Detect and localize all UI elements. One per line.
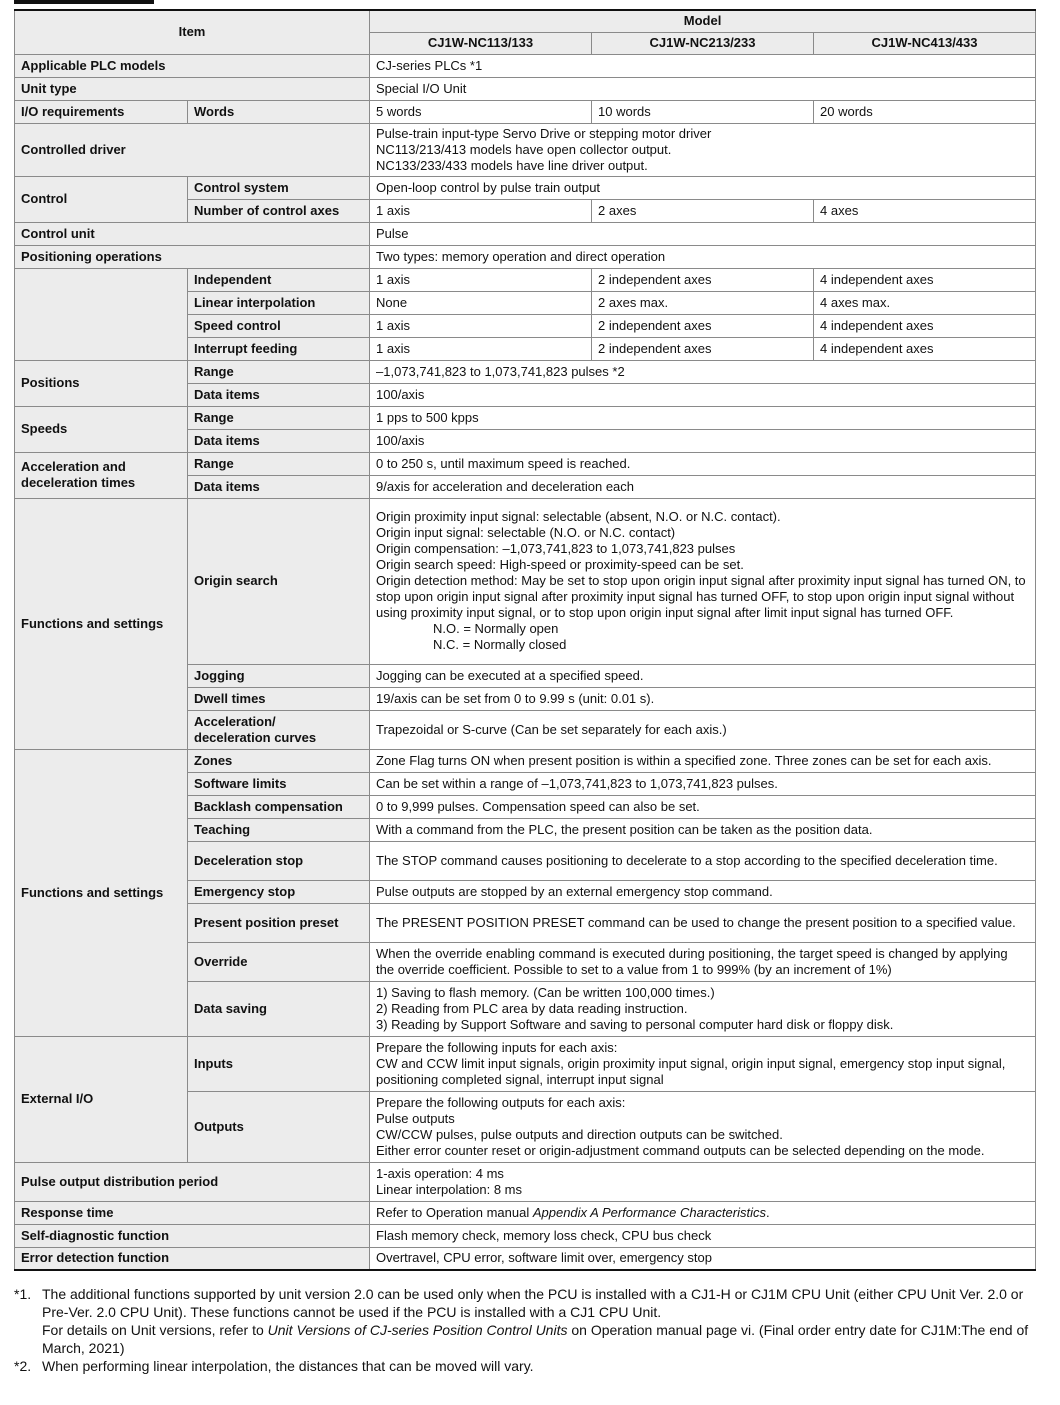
table-row: [15, 176, 1036, 199]
row-value: [370, 498, 1036, 664]
row-sublabel: Origin search: [188, 498, 370, 664]
footnote-mark: *1.: [14, 1286, 32, 1302]
row-value: 4 axes: [814, 199, 1036, 222]
text-line: Origin detection method: May be set to stop upon origin input signal after proximity input signal has turned ON, to stop upon origin input signal after proximity input signal has turned OFF, to stop upon origin input signal without using proximity input signal, or to stop upon origin input signal after limit input signal has turned OFF.: [376, 573, 1026, 620]
row-value: Trapezoidal or S-curve (Can be set separately for each axis.): [370, 710, 1036, 749]
row-sublabel: Outputs: [188, 1091, 370, 1162]
row-label: Pulse output distribution period: [15, 1162, 370, 1201]
row-sublabel: Words: [188, 100, 370, 123]
table-row: [15, 268, 1036, 291]
table-row: [15, 1201, 1036, 1224]
row-value: 0 to 9,999 pulses. Compensation speed can also be set.: [370, 795, 1036, 818]
table-row: [15, 222, 1036, 245]
row-sublabel: Linear interpolation: [188, 291, 370, 314]
row-value: 2 independent axes: [592, 314, 814, 337]
text-line: 1) Saving to flash memory. (Can be written 100,000 times.): [376, 984, 715, 1000]
row-value: 2 axes max.: [592, 291, 814, 314]
row-sublabel: Teaching: [188, 818, 370, 841]
row-label: Positioning operations: [15, 245, 370, 268]
row-value: [370, 1091, 1036, 1162]
row-label: Acceleration and deceleration times: [15, 452, 188, 498]
row-value: Pulse outputs are stopped by an external emergency stop command.: [370, 880, 1036, 903]
row-label: Error detection function: [15, 1247, 370, 1270]
row-value: Zone Flag turns ON when present position is within a specified zone. Three zones can be set for each axis.: [370, 749, 1036, 772]
text-line: Prepare the following outputs for each axis:: [376, 1094, 626, 1110]
row-sublabel: Data saving: [188, 981, 370, 1036]
row-value: 100/axis: [370, 429, 1036, 452]
table-row: [15, 406, 1036, 429]
row-sublabel: Data items: [188, 383, 370, 406]
text-line: Either error counter reset or origin-adjustment command outputs can be selected depending on the mode.: [376, 1142, 985, 1158]
footnote-detail-prefix: For details on Unit versions, refer to: [42, 1322, 268, 1338]
table-row: [15, 123, 1036, 176]
row-value: 10 words: [592, 100, 814, 123]
row-label: Speeds: [15, 406, 188, 452]
row-value: [370, 123, 1036, 176]
row-value: 19/axis can be set from 0 to 9.99 s (unit: 0.01 s).: [370, 687, 1036, 710]
row-value: 1 axis: [370, 314, 592, 337]
text-line: NC133/233/433 models have line driver output.: [376, 157, 648, 173]
row-sublabel: Jogging: [188, 664, 370, 687]
row-label: Control: [15, 176, 188, 222]
row-sublabel: Override: [188, 942, 370, 981]
row-value: Special I/O Unit: [370, 77, 1036, 100]
row-value: 2 independent axes: [592, 268, 814, 291]
table-row: [15, 1247, 1036, 1270]
row-label: Functions and settings: [15, 749, 188, 1036]
row-value: 1 axis: [370, 199, 592, 222]
row-value: [370, 1036, 1036, 1091]
row-value: 9/axis for acceleration and deceleration each: [370, 475, 1036, 498]
row-value: 1 axis: [370, 268, 592, 291]
row-sublabel: Zones: [188, 749, 370, 772]
footnote-mark: *2.: [14, 1358, 32, 1374]
table-row: [15, 1036, 1036, 1091]
row-value: 100/axis: [370, 383, 1036, 406]
row-sublabel: [188, 710, 370, 749]
heading-rule: [14, 0, 154, 4]
row-value: CJ-series PLCs *1: [370, 54, 1036, 77]
table-row: [15, 245, 1036, 268]
table-row: [15, 749, 1036, 772]
row-sublabel: Software limits: [188, 772, 370, 795]
row-value: 0 to 250 s, until maximum speed is reached.: [370, 452, 1036, 475]
row-value: Flash memory check, memory loss check, CPU bus check: [370, 1224, 1036, 1247]
table-row: [15, 1162, 1036, 1201]
row-value: [370, 981, 1036, 1036]
text-line: 1-axis operation: 4 ms: [376, 1165, 504, 1181]
row-value: The STOP command causes positioning to decelerate to a stop according to the specified deceleration time.: [370, 841, 1036, 880]
row-value: The PRESENT POSITION PRESET command can be used to change the present position to a specified value.: [370, 903, 1036, 942]
text-line: N.O. = Normally open: [433, 621, 559, 636]
table-row: [15, 77, 1036, 100]
row-label: Response time: [15, 1201, 370, 1224]
row-value: Two types: memory operation and direct operation: [370, 245, 1036, 268]
response-suffix: .: [765, 1204, 770, 1220]
text-line: Acceleration/: [194, 713, 276, 729]
row-sublabel: Range: [188, 360, 370, 383]
row-label: External I/O: [15, 1036, 188, 1162]
row-value: None: [370, 291, 592, 314]
row-value: 4 axes max.: [814, 291, 1036, 314]
table-row: [15, 1224, 1036, 1247]
table-row: [15, 54, 1036, 77]
text-line: CW/CCW pulses, pulse outputs and direction outputs can be switched.: [376, 1126, 783, 1142]
row-sublabel: Present position preset: [188, 903, 370, 942]
header-row: [15, 10, 1036, 32]
table-row: [15, 360, 1036, 383]
row-value: [370, 1201, 1036, 1224]
row-sublabel: Inputs: [188, 1036, 370, 1091]
row-sublabel: Range: [188, 452, 370, 475]
footnote-text: [42, 1285, 1035, 1357]
row-label: Self-diagnostic function: [15, 1224, 370, 1247]
model-nc413-header: CJ1W-NC413/433: [814, 32, 1036, 54]
model-nc113-header: CJ1W-NC113/133: [370, 32, 592, 54]
row-label: Applicable PLC models: [15, 54, 370, 77]
row-value: [370, 1162, 1036, 1201]
item-header: Item: [15, 10, 370, 54]
row-sublabel: Data items: [188, 475, 370, 498]
response-prefix: Refer to Operation manual: [376, 1204, 533, 1220]
text-line: Origin search speed: High-speed or proximity-speed can be set.: [376, 557, 744, 572]
text-line: Linear interpolation: 8 ms: [376, 1181, 522, 1197]
specifications-table: [14, 9, 1036, 1271]
row-label: Functions and settings: [15, 498, 188, 749]
model-header: Model: [370, 10, 1036, 32]
text-line: CW and CCW limit input signals, origin proximity input signal, origin input signal, emergency stop input signal, positioning completed signal, interrupt input signal: [376, 1055, 1006, 1087]
row-sublabel: Data items: [188, 429, 370, 452]
row-value: 2 axes: [592, 199, 814, 222]
row-label: Control unit: [15, 222, 370, 245]
row-sublabel: Deceleration stop: [188, 841, 370, 880]
row-value: Jogging can be executed at a specified speed.: [370, 664, 1036, 687]
row-value: 4 independent axes: [814, 314, 1036, 337]
row-sublabel: Range: [188, 406, 370, 429]
row-sublabel: Control system: [188, 176, 370, 199]
footnote-paragraph: [42, 1321, 1035, 1357]
text-line: Origin compensation: –1,073,741,823 to 1,073,741,823 pulses: [376, 541, 736, 556]
footnote-text: When performing linear interpolation, the distances that can be moved will vary.: [42, 1358, 534, 1374]
footnote-detail-suffix: on Operation manual page vi. (Final order entry date for CJ1M:The end of March, 2021): [42, 1322, 1029, 1356]
text-line: N.C. = Normally closed: [433, 637, 567, 652]
text-line: Prepare the following inputs for each axis:: [376, 1039, 618, 1055]
row-value: 1 axis: [370, 337, 592, 360]
row-value: –1,073,741,823 to 1,073,741,823 pulses *2: [370, 360, 1036, 383]
text-line: NC113/213/413 models have open collector output.: [376, 141, 672, 157]
row-value: Open-loop control by pulse train output: [370, 176, 1036, 199]
row-value: Overtravel, CPU error, software limit over, emergency stop: [370, 1247, 1036, 1270]
model-nc213-header: CJ1W-NC213/233: [592, 32, 814, 54]
row-value: With a command from the PLC, the present position can be taken as the position data.: [370, 818, 1036, 841]
row-label: Unit type: [15, 77, 370, 100]
table-row: [15, 452, 1036, 475]
footnote-manual-reference: Unit Versions of CJ-series Position Control Units: [267, 1322, 568, 1338]
text-line: Pulse-train input-type Servo Drive or stepping motor driver: [376, 125, 712, 141]
response-manual-reference: Appendix A Performance Characteristics: [532, 1204, 766, 1220]
row-value: When the override enabling command is executed during positioning, the target speed is changed by applying the override coefficient. Possible to set to a value from 1 to 999% (by an increment of 1%): [370, 942, 1036, 981]
row-value: 2 independent axes: [592, 337, 814, 360]
row-sublabel: Dwell times: [188, 687, 370, 710]
row-label: I/O requirements: [15, 100, 188, 123]
table-row: [15, 498, 1036, 664]
row-label: Positions: [15, 360, 188, 406]
row-value: 5 words: [370, 100, 592, 123]
row-sublabel: Backlash compensation: [188, 795, 370, 818]
row-sublabel: Interrupt feeding: [188, 337, 370, 360]
row-sublabel: Independent: [188, 268, 370, 291]
row-value: 20 words: [814, 100, 1036, 123]
text-line: 3) Reading by Support Software and saving to personal computer hard disk or floppy disk.: [376, 1016, 894, 1032]
row-label: Controlled driver: [15, 123, 370, 176]
row-value: 4 independent axes: [814, 337, 1036, 360]
footnote-1: [14, 1285, 1035, 1357]
text-line: 2) Reading from PLC area by data reading instruction.: [376, 1000, 688, 1016]
row-value: Pulse: [370, 222, 1036, 245]
row-value: 4 independent axes: [814, 268, 1036, 291]
row-sublabel: Emergency stop: [188, 880, 370, 903]
row-sublabel: Number of control axes: [188, 199, 370, 222]
footnotes: [14, 1285, 1035, 1375]
row-sublabel: Speed control: [188, 314, 370, 337]
footnote-paragraph: The additional functions supported by unit version 2.0 can be used only when the PCU is installed with a CJ1-H or CJ1M CPU Unit (either CPU Unit Ver. 2.0 or Pre-Ver. 2.0 CPU Unit). These functions cannot be used if the PCU is installed with a CJ1 CPU Unit.: [42, 1286, 1024, 1320]
text-line: Pulse outputs: [376, 1110, 455, 1126]
table-row: [15, 100, 1036, 123]
row-label-blank: [15, 268, 188, 360]
row-value: 1 pps to 500 kpps: [370, 406, 1036, 429]
text-line: deceleration curves: [194, 729, 317, 745]
text-line: Origin input signal: selectable (N.O. or N.C. contact): [376, 525, 676, 540]
row-value: Can be set within a range of –1,073,741,823 to 1,073,741,823 pulses.: [370, 772, 1036, 795]
footnote-2: [14, 1357, 1035, 1375]
text-line: Origin proximity input signal: selectable (absent, N.O. or N.C. contact).: [376, 509, 781, 524]
